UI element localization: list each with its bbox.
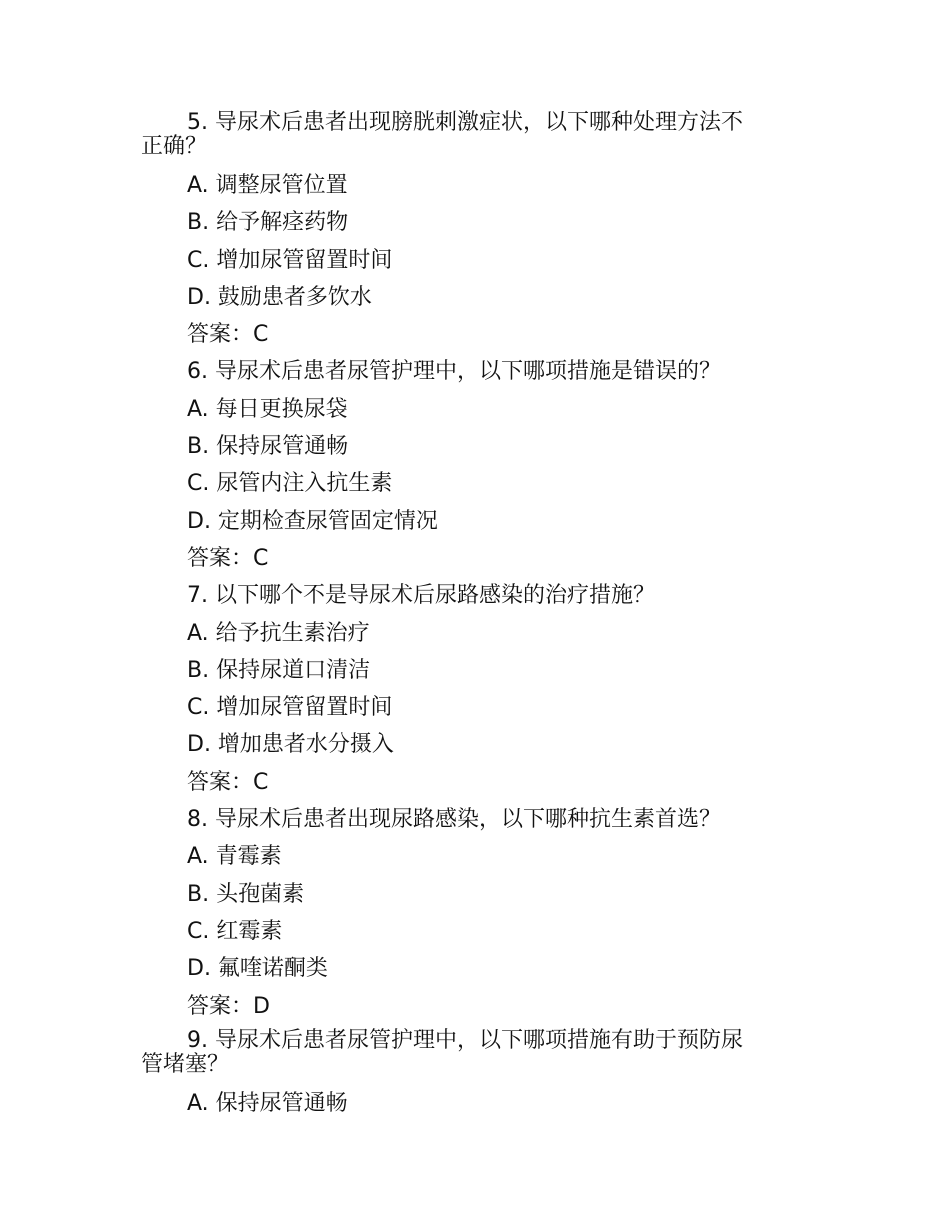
question-stem: 8. 导尿术后患者出现尿路感染，以下哪种抗生素首选？ [187, 807, 721, 833]
answer-line: 答案：C [187, 545, 269, 571]
question-stem-line: 管堵塞？ [141, 1051, 230, 1077]
question-stem [141, 1025, 813, 1085]
option-d: D. 定期检查尿管固定情况 [187, 508, 438, 534]
question-stem: 6. 导尿术后患者尿管护理中，以下哪项措施是错误的？ [187, 359, 721, 385]
question-stem-line: 5. 导尿术后患者出现膀胱刺激症状，以下哪种处理方法不 [187, 110, 743, 135]
question-stem [141, 107, 813, 167]
option-d: D. 增加患者水分摄入 [187, 732, 394, 758]
option-b: B. 保持尿道口清洁 [187, 657, 371, 683]
question-stem-line: 正确？ [141, 134, 208, 159]
option-b: B. 头孢菌素 [187, 881, 305, 907]
option-c: C. 红霉素 [187, 918, 283, 944]
option-d: D. 鼓励患者多饮水 [187, 284, 372, 310]
answer-line: 答案：D [187, 993, 270, 1019]
option-b: B. 给予解痉药物 [187, 210, 349, 236]
option-c: C. 增加尿管留置时间 [187, 695, 393, 721]
option-a: A. 保持尿管通畅 [187, 1090, 348, 1116]
question-stem: 7. 以下哪个不是导尿术后尿路感染的治疗措施？ [187, 583, 655, 609]
option-a: A. 每日更换尿袋 [187, 396, 348, 422]
option-d: D. 氟喹诺酮类 [187, 956, 328, 982]
answer-line: 答案：C [187, 322, 269, 348]
question-stem-line: 9. 导尿术后患者尿管护理中，以下哪项措施有助于预防尿 [187, 1027, 743, 1053]
question-list [141, 107, 813, 1122]
option-a: A. 给予抗生素治疗 [187, 620, 370, 646]
option-a: A. 青霉素 [187, 844, 282, 870]
option-c: C. 尿管内注入抗生素 [187, 471, 393, 497]
option-c: C. 增加尿管留置时间 [187, 247, 393, 273]
answer-line: 答案：C [187, 769, 269, 795]
option-b: B. 保持尿管通畅 [187, 434, 349, 460]
option-a: A. 调整尿管位置 [187, 173, 348, 198]
